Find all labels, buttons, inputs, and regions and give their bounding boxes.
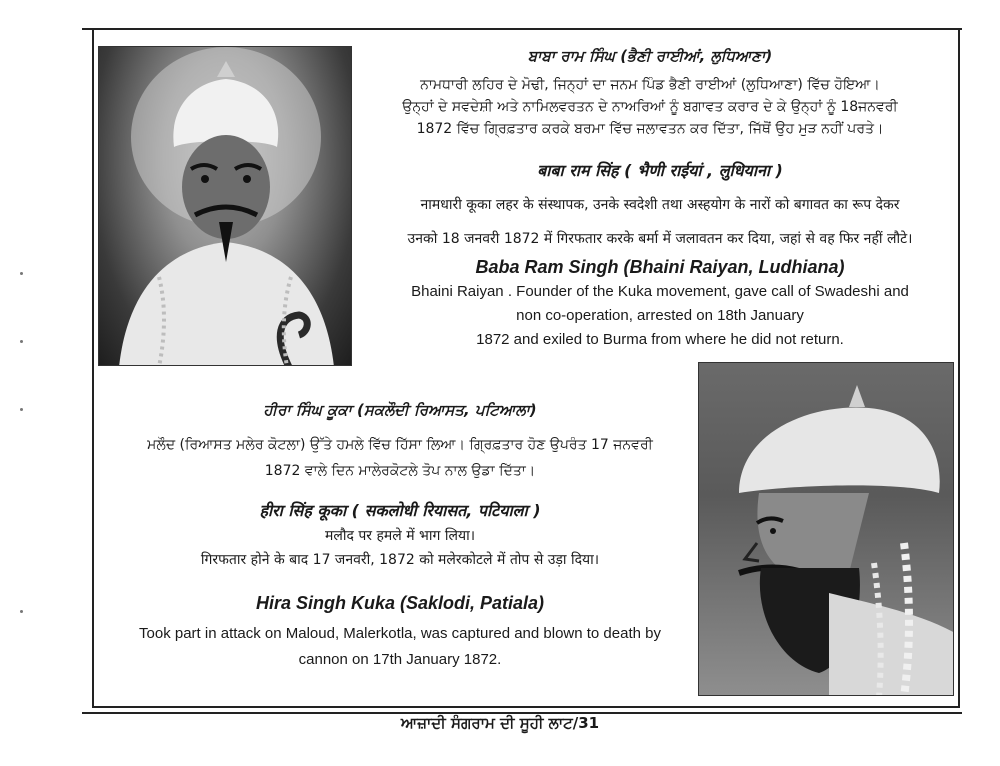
portrait-drawing bbox=[99, 47, 352, 366]
hindi-line: मलौद पर हमले में भाग लिया। bbox=[324, 528, 476, 544]
hindi-line: उनको 18 जनवरी 1872 में गिरफतार करके बर्मा में जलावतन कर दिया, जहां से वह फिर नहीं लौटे। bbox=[407, 231, 913, 247]
english-title: Baba Ram Singh (Bhaini Raiyan, Ludhiana) bbox=[475, 257, 845, 277]
portrait-drawing bbox=[699, 363, 954, 696]
section1-punjabi bbox=[370, 44, 930, 140]
english-line: cannon on 17th January 1872. bbox=[298, 651, 502, 668]
english-line: Took part in attack on Maloud, Malerkotla, was captured and blown to death by bbox=[139, 625, 661, 642]
english-line: 1872 and exiled to Burma from where he did not return. bbox=[476, 331, 844, 348]
english-title: Hira Singh Kuka (Saklodi, Patiala) bbox=[255, 593, 545, 613]
scan-dot bbox=[20, 272, 23, 275]
punjabi-line: ਮਲੌਦ (ਰਿਆਸਤ ਮਲੇਰ ਕੋਟਲਾ) ਉੱਤੇ ਹਮਲੇ ਵਿੱਚ ਹਿੱਸਾ ਲਿਆ। ਗ੍ਰਿਫ਼ਤਾਰ ਹੋਣ ਉਪਰੰਤ 17 ਜਨਵਰੀ bbox=[147, 437, 653, 453]
section2-punjabi bbox=[100, 398, 700, 484]
page-footer: ਆਜ਼ਾਦੀ ਸੰਗਰਾਮ ਦੀ ਸੂਹੀ ਲਾਟ/31 bbox=[400, 714, 600, 732]
punjabi-line: ਉਨ੍ਹਾਂ ਦੇ ਸਵਦੇਸ਼ੀ ਅਤੇ ਨਾਮਿਲਵਰਤਨ ਦੇ ਨਾਅਰਿਆਂ ਨੂੰ ਬਗਾਵਤ ਕਰਾਰ ਦੇ ਕੇ ਉਨ੍ਹਾਂ ਨੂੰ 18ਜਨਵਰੀ bbox=[402, 99, 898, 115]
scan-dot bbox=[20, 340, 23, 343]
hindi-line: नामधारी कूका लहर के संस्थापक, उनके स्वदेशी तथा अस्हयोग के नारों को बगावत का रूप देकर bbox=[420, 197, 900, 213]
punjabi-line: 1872 ਵਿੱਚ ਗ੍ਰਿਫ਼ਤਾਰ ਕਰਕੇ ਬਰਮਾ ਵਿੱਚ ਜਲਾਵਤਨ ਕਰ ਦਿੱਤਾ, ਜਿੱਥੋਂ ਉਹ ਮੁੜ ਨਹੀਂ ਪਰਤੇ। bbox=[416, 121, 884, 137]
section1-english bbox=[360, 254, 960, 352]
hindi-title: हीरा सिंह कूका ( सकलोधी रियासत, पटियाला ) bbox=[259, 501, 541, 520]
hindi-line: गिरफतार होने के बाद 17 जनवरी, 1872 को मलेरकोटले में तोप से उड़ा दिया। bbox=[200, 552, 600, 568]
section1-hindi bbox=[360, 158, 960, 256]
hindi-title: बाबा राम सिंह ( भैणी राईयां , लुधियाना ) bbox=[537, 161, 783, 180]
scan-dot bbox=[20, 408, 23, 411]
punjabi-title: ਬਾਬਾ ਰਾਮ ਸਿੰਘ (ਭੈਣੀ ਰਾਈਆਂ, ਲੁਧਿਆਣਾ) bbox=[527, 47, 773, 65]
punjabi-title: ਹੀਰਾ ਸਿੰਘ ਕੂਕਾ (ਸਕਲੌਦੀ ਰਿਆਸਤ, ਪਟਿਆਲਾ) bbox=[263, 401, 537, 419]
punjabi-line: ਨਾਮਧਾਰੀ ਲਹਿਰ ਦੇ ਮੋਢੀ, ਜਿਨ੍ਹਾਂ ਦਾ ਜਨਮ ਪਿੰਡ ਭੈਣੀ ਰਾਈਆਂ (ਲੁਧਿਆਣਾ) ਵਿੱਚ ਹੋਇਆ। bbox=[420, 77, 880, 93]
english-line: Bhaini Raiyan . Founder of the Kuka movement, gave call of Swadeshi and bbox=[411, 283, 909, 300]
portrait-baba-ram-singh bbox=[98, 46, 352, 366]
section2-english bbox=[100, 590, 700, 672]
section2-hindi bbox=[100, 498, 700, 572]
punjabi-line: 1872 ਵਾਲੇ ਦਿਨ ਮਾਲੇਰਕੋਟਲੇ ਤੋਪ ਨਾਲ ਉਡਾ ਦਿੱਤਾ। bbox=[264, 463, 536, 479]
portrait-hira-singh-kuka bbox=[698, 362, 954, 696]
scan-dot bbox=[20, 610, 23, 613]
english-line: non co-operation, arrested on 18th January bbox=[516, 307, 804, 324]
